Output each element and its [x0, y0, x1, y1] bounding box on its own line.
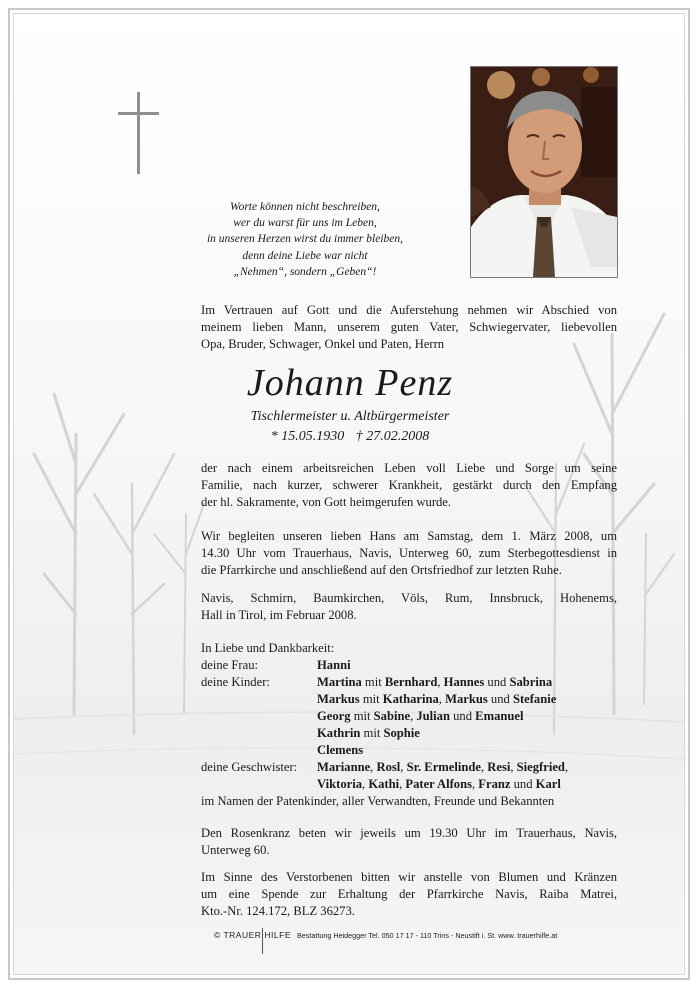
portrait-illustration: [471, 67, 617, 277]
rosary-line: Den Rosenkranz beten wir jeweils um 19.30 Uhr im Trauerhaus, Navis,: [201, 826, 617, 840]
siblings-line: Viktoria, Kathi, Pater Alfons, Franz und Karl: [317, 777, 561, 791]
cross-horizontal-bar: [118, 112, 159, 115]
places-line: Hall in Tirol, im Februar 2008.: [201, 608, 357, 622]
intro-line: meinem lieben Mann, unserem guten Vater, Schwiegervater, liebevollen: [201, 320, 617, 334]
passing-paragraph: [201, 460, 617, 511]
siblings-label: deine Geschwister:: [201, 760, 298, 774]
donation-line: Kto.-Nr. 124.172, BLZ 36273.: [201, 904, 355, 918]
funeral-line: 14.30 Uhr vom Trauerhaus, Navis, Unterweg 60, zum Sterbegottesdienst in: [201, 546, 617, 560]
passing-line: der hl. Sakramente, von Gott heimgerufen wurde.: [201, 495, 452, 509]
poem-line: wer du warst für uns im Leben,: [233, 217, 377, 230]
children-label: deine Kinder:: [201, 675, 270, 689]
birth-date: * 15.05.1930: [270, 429, 345, 444]
funeral-paragraph: [201, 528, 617, 579]
poem-line: denn deine Liebe war nicht: [242, 249, 368, 262]
wife-name: Hanni: [317, 658, 351, 672]
children-line: Markus mit Katharina, Markus und Stefanie: [317, 692, 557, 706]
footer-imprint: [214, 930, 614, 956]
donation-line: um eine Spende zur Erhaltung der Pfarrkirche Navis, Raiba Matrei,: [201, 887, 617, 901]
funeral-line: Wir begleiten unseren lieben Hans am Samstag, dem 1. März 2008, um: [201, 529, 617, 543]
family-closing: im Namen der Patenkinder, aller Verwandten, Freunde und Bekannten: [201, 794, 555, 808]
poem-line: „Nehmen“, sondern „Geben“!: [233, 265, 377, 278]
donation-line: Im Sinne des Verstorbenen bitten wir anstelle von Blumen und Kränzen: [201, 870, 617, 884]
poem-line: in unseren Herzen wirst du immer bleiben,: [206, 233, 403, 246]
intro-paragraph: [201, 302, 617, 353]
children-line: Martina mit Bernhard, Hannes und Sabrina: [317, 675, 553, 689]
places-line: Navis, Schmirn, Baumkirchen, Völs, Rum, Innsbruck, Hohenems,: [201, 591, 617, 605]
siblings-line: Marianne, Rosl, Sr. Ermelinde, Resi, Siegfried,: [317, 760, 569, 774]
deceased-name: Johann Penz: [246, 362, 454, 404]
cross-vertical-bar: [137, 92, 140, 174]
donation-paragraph: [201, 869, 617, 920]
footer-contact: Bestattung Heidegger Tel. 050 17 17 - 110 Trins - Neustift i. St. www. trauerhilfe.at: [297, 931, 558, 940]
logo-cross-bar: [262, 928, 263, 954]
rosary-line: Unterweg 60.: [201, 843, 270, 857]
passing-line: Familie, nach kurzer, schwerer Krankheit, gestärkt durch den Empfang: [201, 478, 617, 492]
family-heading: In Liebe und Dankbarkeit:: [201, 641, 335, 655]
memorial-poem: [180, 199, 430, 280]
poem-line: Worte können nicht beschreiben,: [230, 201, 380, 213]
portrait-photo: [470, 66, 618, 278]
places-paragraph: [201, 590, 617, 624]
trauerhilfe-logo: © TRAUER HILFE: [214, 930, 291, 940]
cross-symbol: [118, 92, 162, 176]
funeral-line: die Pfarrkirche und anschließend auf den Ortsfriedhof zur letzten Ruhe.: [201, 563, 562, 577]
children-line: Georg mit Sabine, Julian und Emanuel: [317, 709, 524, 723]
children-line: Clemens: [317, 743, 364, 757]
family-list: [201, 640, 621, 810]
death-date: † 27.02.2008: [355, 429, 430, 444]
life-dates: [180, 428, 520, 446]
wife-label: deine Frau:: [201, 658, 259, 672]
rosary-paragraph: [201, 825, 617, 859]
passing-line: der nach einem arbeitsreichen Leben voll Liebe und Sorge um seine: [201, 461, 617, 475]
deceased-title: Tischlermeister u. Altbürgermeister: [250, 409, 450, 424]
intro-line: Im Vertrauen auf Gott und die Auferstehung nehmen wir Abschied von: [201, 303, 617, 317]
intro-line: Opa, Bruder, Schwager, Onkel und Paten, Herrn: [201, 337, 445, 351]
children-line: Kathrin mit Sophie: [317, 726, 420, 740]
